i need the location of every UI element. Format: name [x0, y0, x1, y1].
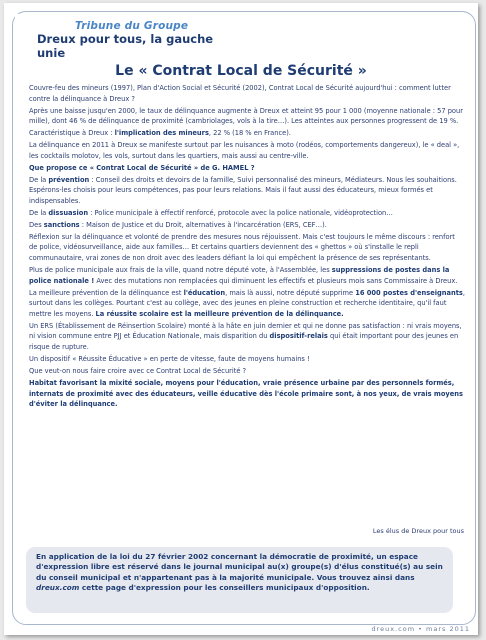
paragraph — [29, 175, 465, 207]
group-name: Dreux pour tous, la gauche unie — [37, 32, 214, 60]
bold-text: prévention — [48, 174, 90, 184]
paragraph — [29, 140, 465, 161]
text: Un ERS (Établissement de Réinsertion Scolaire) monté à la hâte en juin dernier et qui ne donne pas satisfaction : ni vrais moyens, ni vision commune entre PJJ et Éducation Nationale, mais disparition du — [29, 320, 462, 341]
page-footer: dreux.com • mars 2011 — [371, 625, 470, 633]
text: La meilleure prévention de la délinquance est — [29, 287, 184, 297]
paragraph — [29, 106, 465, 127]
text: Plus de police municipale aux frais de la ville, quand notre député vote, à l'Assemblée, les — [29, 265, 332, 275]
paragraph — [29, 163, 465, 174]
text: Couvre-feu des mineurs (1997), Plan d'Action Social et Sécurité (2002), Contrat Local de Sécurité aujourd'hui : comment lutter contre la délinquance à Dreux ? — [29, 83, 451, 103]
rubric-label: Tribune du Groupe — [75, 20, 189, 32]
paragraph — [29, 208, 465, 219]
text: qui était important pour des jeunes en risque de rupture. — [29, 331, 459, 351]
notice-site: dreux.com — [36, 583, 80, 593]
paragraph — [29, 354, 465, 365]
notice-text-after: cette page d'expression pour les conseillers municipaux d'opposition. — [79, 583, 370, 593]
paragraph — [29, 366, 465, 377]
text: De la — [29, 174, 49, 184]
signature: Les élus de Dreux pour tous — [372, 527, 464, 535]
paragraph — [29, 321, 465, 353]
text: Des — [29, 219, 44, 229]
text: Un dispositif « Réussite Éducative » en perte de vitesse, faute de moyens humains ! — [29, 353, 310, 363]
bold-text: suppressions de postes dans la police nationale ! — [29, 265, 450, 285]
bold-text: Que propose ce « Contrat Local de Sécurité » de G. HAMEL ? — [29, 162, 255, 172]
bold-text: 16 000 postes d'enseignants — [355, 287, 463, 297]
paragraph — [29, 83, 465, 104]
text: , 22 % (18 % en France). — [208, 128, 291, 138]
article-body — [29, 83, 465, 411]
paragraph — [29, 220, 465, 231]
article-title: Le « Contrat Local de Sécurité » — [115, 63, 367, 79]
paragraph — [29, 265, 465, 286]
text: Caractéristique à Dreux : — [29, 128, 115, 138]
bold-text: dissuasion — [48, 207, 89, 217]
text: : Maison de Justice et du Droit, alternatives à l'incarcération (ERS, CEF…). — [79, 219, 327, 229]
bold-text: Habitat favorisant la mixité sociale, moyens pour l'éducation, vraie présence urbaine par des personnels formés, internats de proximité avec des éducateurs, veille éducative dès l'école primaire sont, à nos yeux, de vrais moyens d'éviter la délinquance. — [29, 377, 463, 409]
text: Que veut-on nous faire croire avec ce Contrat Local de Sécurité ? — [29, 365, 247, 375]
text: Avec des mutations non remplacées qui diminuent les effectifs et plusieurs mois sans Commissaire à Dreux. — [94, 275, 458, 285]
bold-text: l'implication des mineurs — [114, 128, 209, 138]
text: De la — [29, 207, 49, 217]
bold-text: sanctions — [43, 219, 80, 229]
paragraph — [29, 288, 465, 320]
group-header — [15, 14, 239, 60]
paragraph — [29, 128, 465, 139]
bold-text: dispositif-relais — [269, 331, 328, 341]
text: : Conseil des droits et devoirs de la famille, Suivi personnalisé des mineurs, Médiateurs. Nous les souhaitions. Espérons-les choisis pour leurs compétences, pas pour leurs relations. Mais il faut aussi des éducateurs, mieux formés et indispensables. — [29, 174, 457, 205]
bold-text: La réussite scolaire est la meilleure prévention de la délinquance. — [95, 308, 344, 318]
text: La délinquance en 2011 à Dreux se manifeste surtout par les nuisances à moto (rodéos, comportements dangereux), le « deal », les cocktails molotov, les vols, surtout dans les quartiers, mais aussi au centre-ville. — [29, 140, 460, 160]
paragraph — [29, 232, 465, 264]
notice-text-before: En application de la loi du 27 février 2002 concernant la démocratie de proximité, un espace d'expression libre est réservé dans le journal municipal au(x) groupe(s) d'élus constitué(s) au sein du conseil municipal et n'appartenant pas à la majorité municipale. Vous trouvez ainsi dans — [36, 552, 443, 582]
text: : Police municipale à effectif renforcé, protocole avec la police nationale, vidéoprotection… — [88, 207, 393, 217]
text: , mais là aussi, notre député supprime — [225, 287, 356, 297]
text: , surtout dans les collèges. Pourtant c'est au collège, avec des jeunes en pleine construction et recherche identitaire, qu'il faut mettre les moyens. — [29, 287, 466, 318]
magazine-page — [4, 3, 478, 635]
text: Réflexion sur la délinquance et volonté de prendre des mesures nous réjouissent. Mais c'est toujours le même discours : renfort de police, vidéosurveillance, aide aux familles… Et certains quartiers deviennent des « ghettos » où s'installe le repli communautaire, vrai zones de non droit avec des leaders défiant la loi qui empêchent la présence de ses représentants. — [29, 231, 455, 263]
paragraph — [29, 378, 465, 410]
legal-notice — [26, 547, 453, 613]
text: Après une baisse jusqu'en 2000, le taux de délinquance augmente à Dreux et atteint 95 pour 1 000 (moyenne nationale : 57 pour mille), dont 46 % de délinquance de proximité (cambriolages, vols à la tire…). Les atteintes aux personnes progressent de 19 %. — [29, 105, 463, 126]
bold-text: l'éducation — [183, 287, 226, 297]
